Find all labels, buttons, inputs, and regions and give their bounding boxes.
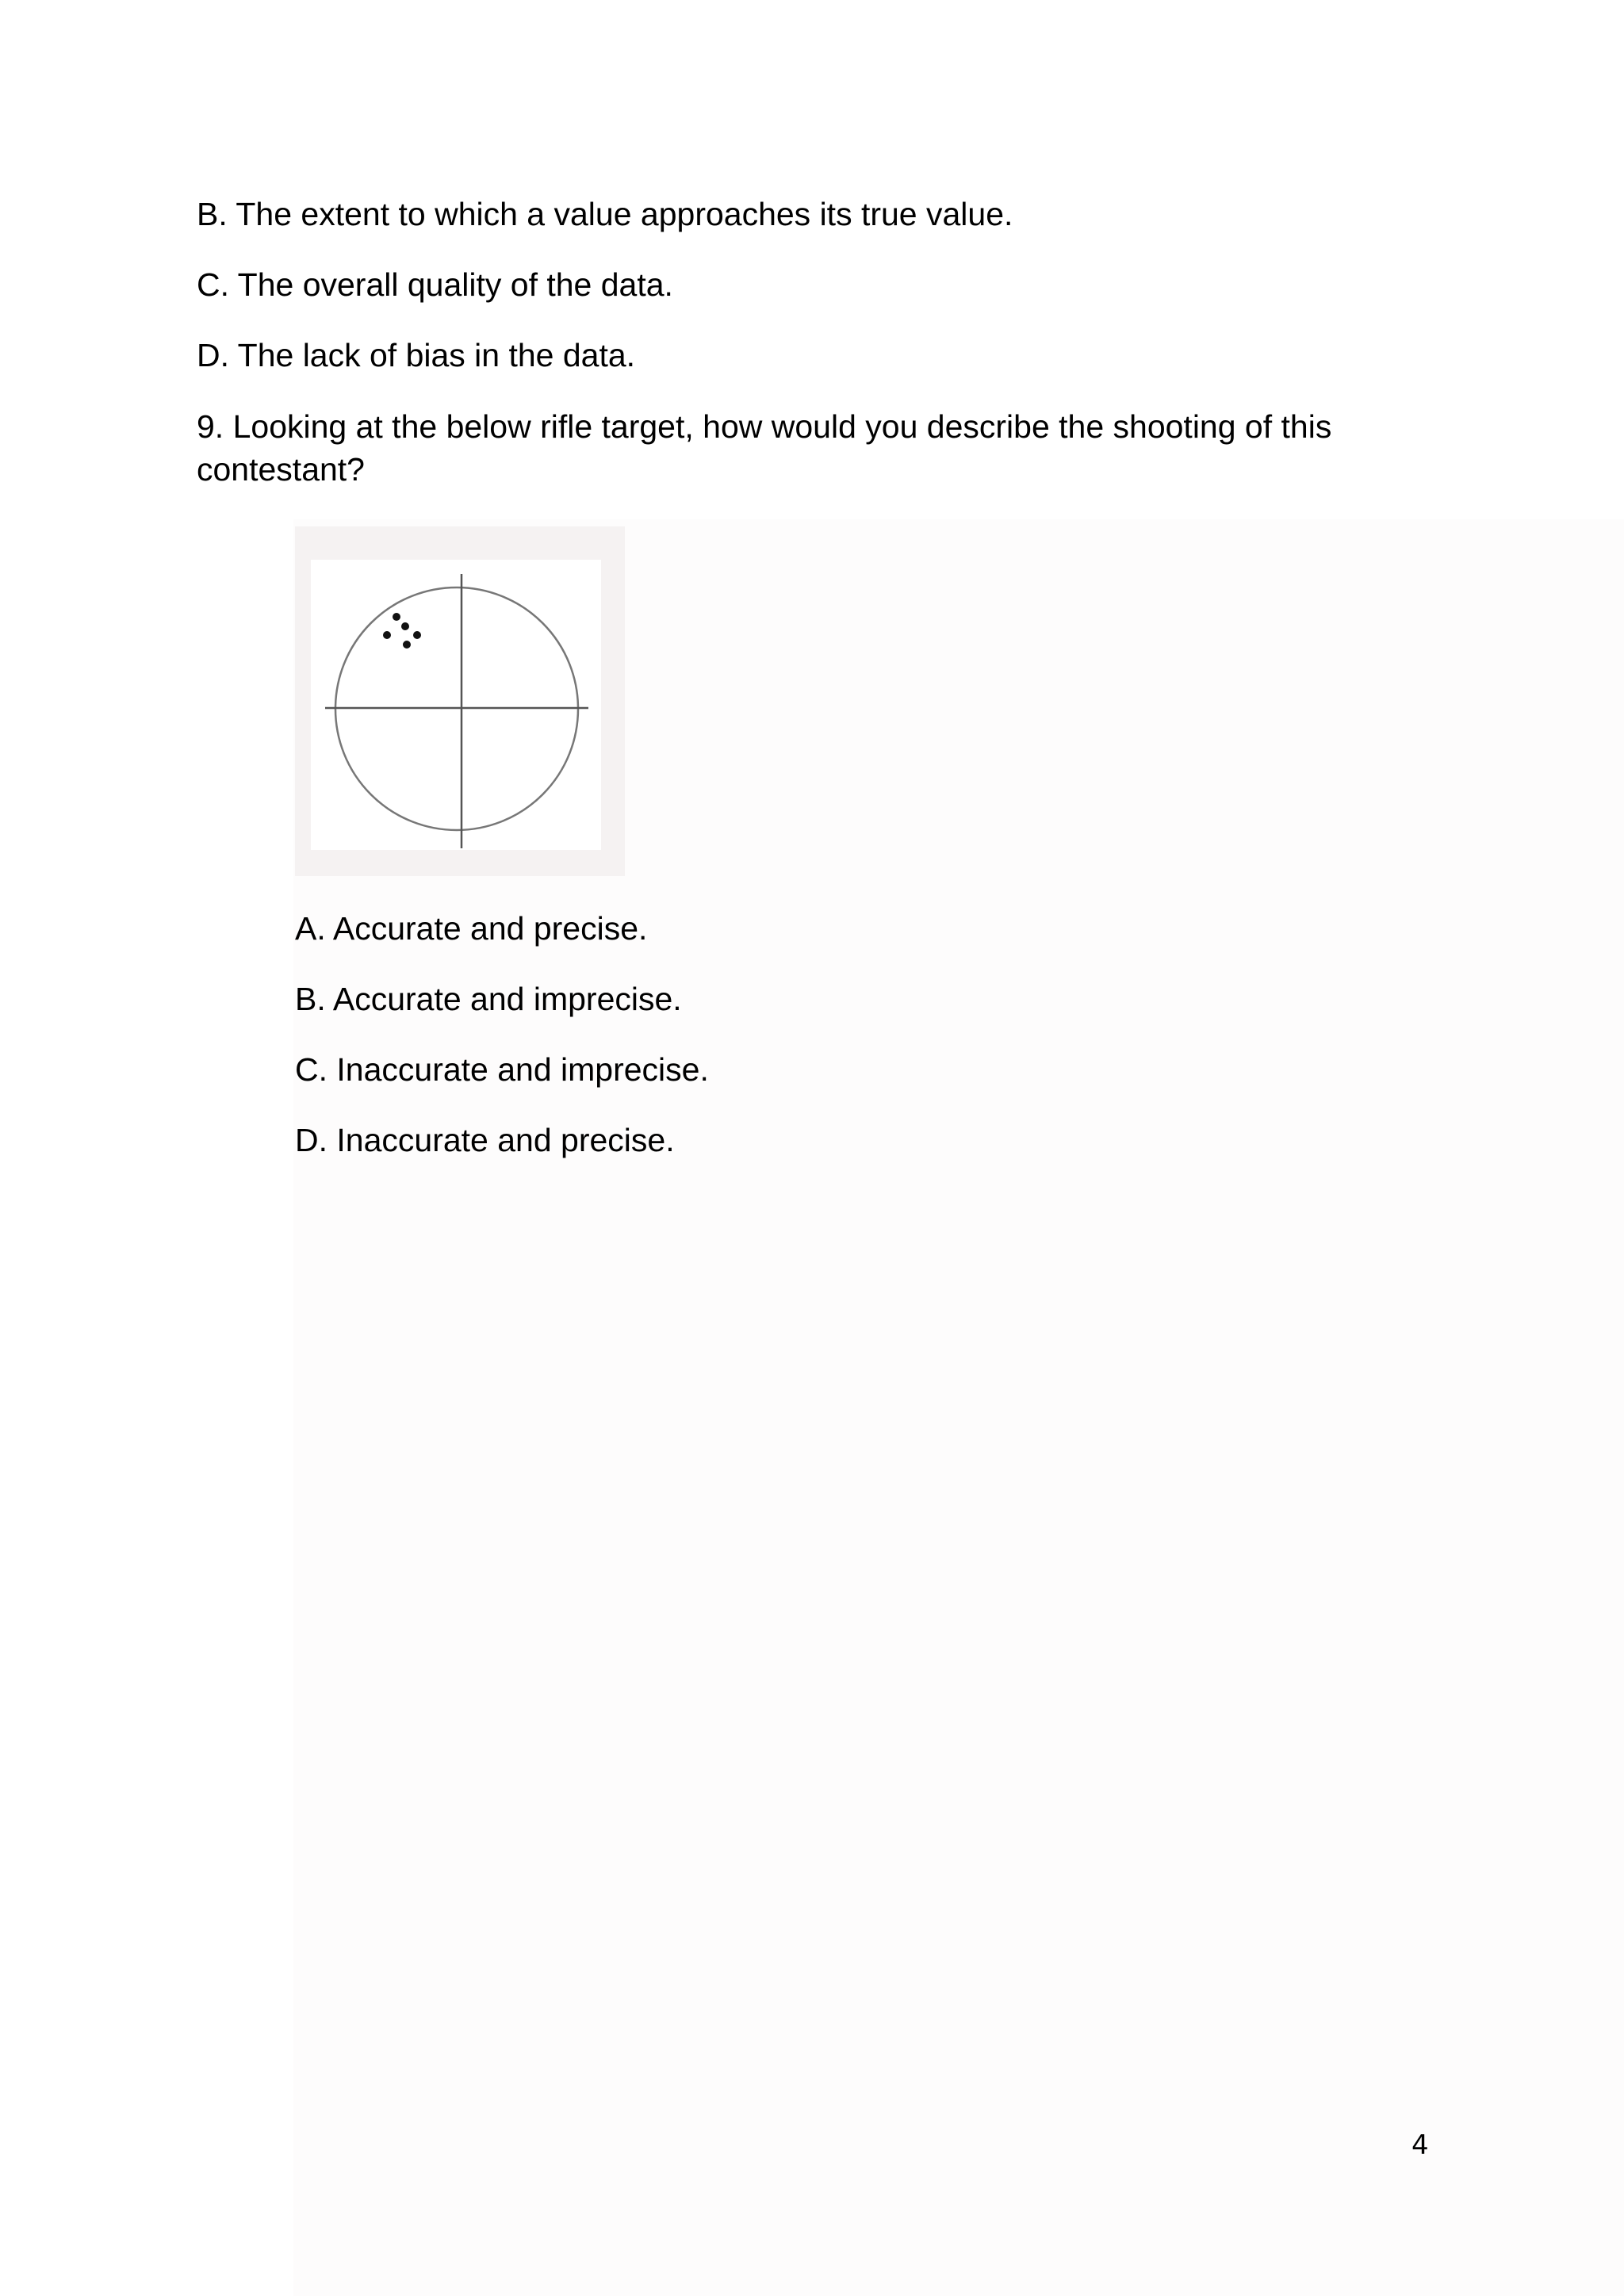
question-text-line-1: 9. Looking at the below rifle target, how would you describe the shooting of this: [197, 408, 1332, 445]
question-text-line-2: contestant?: [197, 451, 365, 488]
prev-option-d: D. The lack of bias in the data.: [197, 337, 636, 373]
answer-option-c: C. Inaccurate and imprecise.: [295, 1051, 709, 1088]
shot-hole: [383, 631, 391, 639]
shot-hole: [413, 631, 421, 639]
rifle-target-figure: [295, 526, 625, 876]
rifle-target-svg: [295, 526, 625, 876]
prev-option-b: B. The extent to which a value approaches its true value.: [197, 196, 1013, 232]
shot-hole: [393, 613, 400, 621]
shot-hole: [401, 622, 409, 630]
prev-option-c: C. The overall quality of the data.: [197, 266, 673, 303]
page-number: 4: [1411, 2130, 1429, 2161]
shot-hole: [403, 641, 411, 649]
answer-option-d: D. Inaccurate and precise.: [295, 1122, 675, 1158]
answer-option-b: B. Accurate and imprecise.: [295, 981, 682, 1017]
answer-option-a: A. Accurate and precise.: [295, 910, 648, 947]
